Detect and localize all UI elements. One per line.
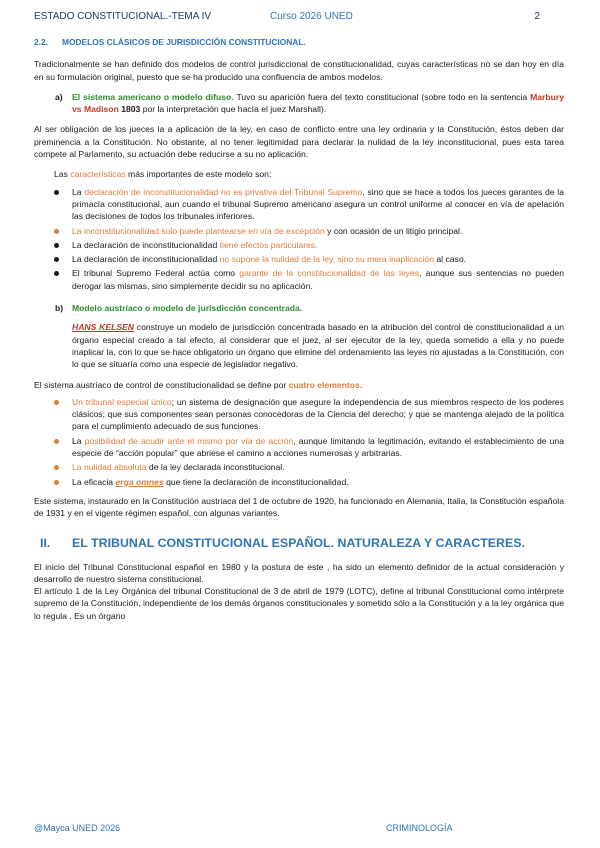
section-ii-heading [34, 536, 564, 551]
item-text: La [72, 435, 85, 446]
section-title: MODELOS CLÁSICOS DE JURISDICCIÓN CONSTITUCIONAL. [61, 37, 306, 47]
tc-start-paragraph: El inicio del Tribunal Constitucional español en 1980 y la postura de este , ha sido un elemento definidor de la actual consideración y desarrollo de nuestro sistema constitucional. [34, 561, 564, 584]
item-text: La eficacia [72, 476, 116, 487]
kelsen-text: construye un modelo de jurisdicción concentrada basado en la atribución del control de constitucionalidad a un órgano especial creado a tal efecto, al considerar que el juez, al ser ejecutor de la ley, queda sometido a ella y no puede inaplicar la, con lo que se hace obligatorio un órgano que elimine del ordenamiento las leyes no ajustadas a la Constitución, con lo que se situaría como una especie de legislador negativo. [72, 322, 564, 370]
item-text: La [72, 186, 85, 197]
header-course: Curso 2026 UNED [270, 11, 353, 22]
erga-omnes: erga omnes [115, 476, 164, 487]
kelsen-paragraph [72, 321, 564, 370]
item-highlight: declaración de inconstitucionalidad no es privativa del Tribunal Supremo [84, 186, 363, 197]
item-text: y con ocasión de un litigio principal. [324, 225, 463, 236]
item-highlight: La nulidad absoluta [72, 462, 147, 473]
item-text: La declaración de inconstitucionalidad [72, 254, 220, 265]
page-header [34, 11, 540, 27]
item-text: La declaración de inconstitucionalidad [72, 239, 220, 250]
list-item [54, 435, 564, 460]
item-text: , aunque limitando la legitimación, evitando el establecimiento de una especie de “acción popular” que abriese el camino a acciones numerosas y arbitrarias. [72, 435, 564, 459]
obligation-paragraph: Al ser obligación de los jueces la a aplicación de la ley, en caso de conflicto entre una ley ordinaria y la Constitución, éstos deben dar preminencia a la Constitución. No obstante, al no tener legitimidad para declarar la nulidad de la ley inconstitucional, pues esta tarea compete al Parlamento, su actuación debe reducirse a su no aplicación. [34, 124, 564, 160]
model-a-title: El sistema americano o modelo difuso [72, 91, 232, 102]
section-title: EL TRIBUNAL CONSTITUCIONAL ESPAÑOL. NATURALEZA Y CARACTERES. [72, 535, 525, 550]
item-highlight: tiene efectos particulares. [219, 239, 318, 250]
section-number: 2.2. [34, 37, 48, 47]
list-item [54, 239, 564, 251]
model-a-text: . Tuvo su aparición fuera del texto constitucional (sobre todo en la sentencia [231, 91, 531, 102]
model-b-title: Modelo austríaco o modelo de jurisdicción concentrada. [72, 303, 303, 314]
list-item [54, 476, 564, 488]
char-word: características [70, 169, 126, 180]
intro-paragraph: Tradicionalmente se han definido dos modelos de control jurisdiccional de constitucionalidad, cuyas características no se dan hoy en día en su formulación original, puesto que se ha producido una confluencia de ambos modelos. [34, 59, 564, 82]
case-name: Marbury vs Madison [72, 91, 564, 115]
item-highlight: posibilidad de acudir ante el mismo por vía de acción [84, 435, 294, 446]
list-item [54, 461, 564, 473]
item-text: que tiene la declaración de inconstitucionalidad. [163, 476, 349, 487]
list-item [54, 186, 564, 223]
case-year: 1803 [118, 104, 141, 115]
item-highlight: Un tribunal especial único [72, 396, 172, 407]
bullet-icon [54, 257, 59, 262]
item-text: , aunque sus sentencias no pueden derogar las mismas, sino simplemente decidir su no aplicación. [72, 268, 564, 291]
char-pre: Las [54, 169, 71, 180]
page-number: 2 [534, 11, 540, 22]
item-text: El tribunal Supremo Federal actúa como [72, 268, 240, 279]
bullet-icon [54, 271, 59, 276]
item-highlight: no supone la nulidad de la ley, sino su mera inaplicación [219, 254, 434, 265]
model-a-letter: a) [55, 91, 63, 102]
bullet-icon [54, 465, 59, 470]
four-elements-intro [34, 379, 564, 391]
system-paragraph: Este sistema, instaurado en la Constitución austriaca del 1 de octubre de 1920, ha funcionado en Alemania, Italia, la Constitución española de 1931 y en el vigente régimen español, con algunas variantes. [34, 495, 564, 519]
section-number: II. [40, 535, 51, 550]
bullet-icon [54, 439, 59, 444]
bullet-icon [54, 190, 59, 195]
list-item [54, 396, 564, 433]
header-title: ESTADO CONSTITUCIONAL.-TEMA IV [34, 11, 212, 22]
footer-author: @Mayca UNED 2026 [34, 823, 121, 833]
model-a-paragraph [55, 91, 564, 116]
item-text: ; un sistema de designación que asegure la independencia de sus miembros respecto de los poderes clásicos; que sus componentes sean personas conocedoras de la Ciencia del derecho; y que se mantenga alejado de la política para el cumplimiento adecuado de sus funciones. [72, 396, 564, 432]
section-2-2-heading [34, 36, 564, 48]
bullet-icon [54, 243, 59, 248]
model-b-elements-list [54, 396, 564, 488]
footer-subject: CRIMINOLOGÍA [386, 823, 453, 833]
document-body [34, 36, 564, 622]
char-post: más importantes de este modelo son: [125, 169, 272, 180]
list-item [54, 267, 564, 292]
four-pre: El sistema austríaco de control de constitucionalidad se define por [34, 379, 289, 390]
model-a-text-end: por la interpretación que hacía el juez Marshall). [140, 104, 327, 115]
characteristics-intro [54, 168, 564, 180]
model-b-heading [55, 302, 564, 314]
page-footer [34, 823, 540, 837]
list-item [54, 225, 564, 237]
item-text: , sino que se hace a todos los jueces garantes de la primacía constitucional, aun cuando el tribunal Supremo americano asegura un control uniforme al conocer en vía de apelación las decisiones de todos los tribunales inferiores. [72, 186, 564, 222]
model-b-letter: b) [55, 303, 64, 314]
article-paragraph: El artículo 1 de la Ley Orgánica del tribunal Constitucional de 3 de abril de 1979 (LOTC), define al tribunal Constitucional como intérprete supremo de la Constitución, independiente de los demás órganos constitucionales y sometido sólo a la Constitución y a la ley orgánica que lo regula . Es un órgano [34, 586, 564, 621]
kelsen-name: HANS KELSEN [72, 322, 134, 333]
bullet-icon [54, 480, 59, 485]
bullet-icon [54, 229, 59, 234]
item-text: de la ley declarada inconstitucional. [146, 462, 285, 473]
list-item [54, 253, 564, 265]
bullet-icon [54, 400, 59, 405]
item-highlight: La inconstitucionalidad solo puede plantearse en vía de excepción [72, 225, 325, 236]
four-highlight: cuatro elementos. [288, 379, 363, 390]
model-a-characteristics-list [54, 186, 564, 292]
item-highlight: garante de la constitucionalidad de las leyes [239, 268, 420, 279]
item-text: al caso. [434, 254, 467, 265]
